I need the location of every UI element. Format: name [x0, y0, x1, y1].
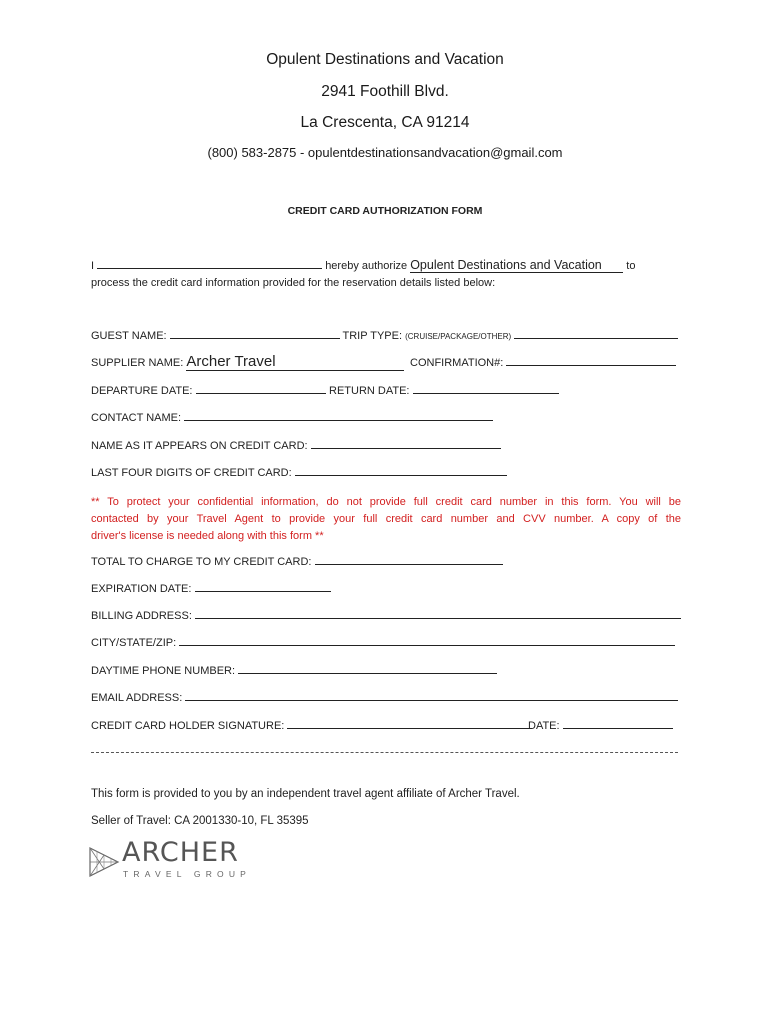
logo-name: ARCHER: [122, 837, 239, 868]
expiration-row: [91, 583, 331, 595]
guest-name-field[interactable]: [170, 338, 340, 339]
departure-row: [91, 385, 326, 397]
total-charge-field[interactable]: [315, 564, 503, 565]
date-field[interactable]: [563, 728, 673, 729]
notice-line-2: contacted by your Travel Agent to provide your full credit card number and CVV number. A copy of the: [91, 513, 681, 525]
confirmation-label: CONFIRMATION#:: [410, 357, 504, 369]
form-title: CREDIT CARD AUTHORIZATION FORM: [287, 205, 483, 217]
dashed-divider: [91, 752, 678, 753]
authorized-company-value: Opulent Destinations and Vacation: [410, 258, 602, 272]
total-charge-label: TOTAL TO CHARGE TO MY CREDIT CARD:: [91, 556, 312, 568]
company-street: 2941 Foothill Blvd.: [321, 83, 449, 100]
authorization-hereby: hereby authorize: [325, 260, 408, 272]
name-on-card-field[interactable]: [311, 448, 501, 449]
footer-provided-by: This form is provided to you by an independent travel agent affiliate of Archer Travel.: [91, 788, 520, 800]
company-name: Opulent Destinations and Vacation: [266, 51, 504, 68]
departure-date-field[interactable]: [196, 393, 326, 394]
logo-subtitle: TRAVEL GROUP: [123, 869, 252, 879]
daytime-phone-field[interactable]: [238, 673, 497, 674]
city-state-zip-row: [91, 637, 675, 649]
authorization-line2: process the credit card information provided for the reservation details listed below:: [91, 277, 496, 289]
trip-type-note: (CRUISE/PACKAGE/OTHER): [405, 332, 512, 341]
return-row: [329, 385, 559, 397]
name-on-card-row: [91, 440, 501, 452]
authorized-company-field[interactable]: [410, 258, 623, 273]
expiration-field[interactable]: [195, 591, 331, 592]
supplier-row: [91, 353, 404, 371]
last-four-row: [91, 467, 507, 479]
name-on-card-label: NAME AS IT APPEARS ON CREDIT CARD:: [91, 440, 308, 452]
last-four-label: LAST FOUR DIGITS OF CREDIT CARD:: [91, 467, 292, 479]
email-field[interactable]: [185, 700, 678, 701]
return-date-field[interactable]: [413, 393, 559, 394]
notice-line-3: driver's license is needed along with this form **: [91, 530, 324, 542]
notice-line-1: ** To protect your confidential information, do not provide full credit card number in this form. You will be: [91, 496, 681, 508]
date-row: [528, 720, 673, 732]
signature-field[interactable]: [287, 728, 532, 729]
trip-type-field[interactable]: [514, 338, 678, 339]
billing-address-label: BILLING ADDRESS:: [91, 610, 192, 622]
authorization-line: [91, 258, 635, 273]
archer-emblem-icon: [88, 844, 120, 878]
contact-name-label: CONTACT NAME:: [91, 412, 182, 424]
email-label: EMAIL ADDRESS:: [91, 692, 183, 704]
supplier-name-field[interactable]: [186, 353, 404, 371]
authorization-to: to: [626, 260, 636, 272]
daytime-phone-label: DAYTIME PHONE NUMBER:: [91, 665, 236, 677]
archer-logo: [88, 837, 252, 880]
expiration-label: EXPIRATION DATE:: [91, 583, 192, 595]
city-state-zip-label: CITY/STATE/ZIP:: [91, 637, 177, 649]
total-charge-row: [91, 556, 503, 568]
billing-address-field[interactable]: [195, 618, 681, 619]
daytime-phone-row: [91, 665, 497, 677]
signature-label: CREDIT CARD HOLDER SIGNATURE:: [91, 720, 285, 732]
contact-name-field[interactable]: [184, 420, 493, 421]
last-four-field[interactable]: [295, 475, 507, 476]
supplier-name-value: Archer Travel: [186, 353, 276, 370]
footer-seller: Seller of Travel: CA 2001330-10, FL 35395: [91, 815, 309, 827]
departure-date-label: DEPARTURE DATE:: [91, 385, 193, 397]
city-state-zip-field[interactable]: [179, 645, 675, 646]
guest-name-label: GUEST NAME:: [91, 330, 167, 342]
return-date-label: RETURN DATE:: [329, 385, 410, 397]
authorizer-name-field[interactable]: [97, 268, 322, 269]
company-city: La Crescenta, CA 91214: [300, 114, 470, 131]
confirmation-row: [410, 357, 676, 369]
trip-type-label: TRIP TYPE:: [342, 330, 403, 342]
date-label: DATE:: [528, 720, 560, 732]
confirmation-field[interactable]: [506, 365, 676, 366]
contact-name-row: [91, 412, 493, 424]
supplier-name-label: SUPPLIER NAME:: [91, 357, 184, 369]
email-row: [91, 692, 678, 704]
billing-address-row: [91, 610, 681, 622]
guest-name-row: [91, 330, 678, 342]
authorization-prefix: I: [91, 260, 95, 272]
company-contact: (800) 583-2875 - opulentdestinationsandvacation@gmail.com: [207, 145, 563, 160]
signature-row: [91, 720, 532, 732]
